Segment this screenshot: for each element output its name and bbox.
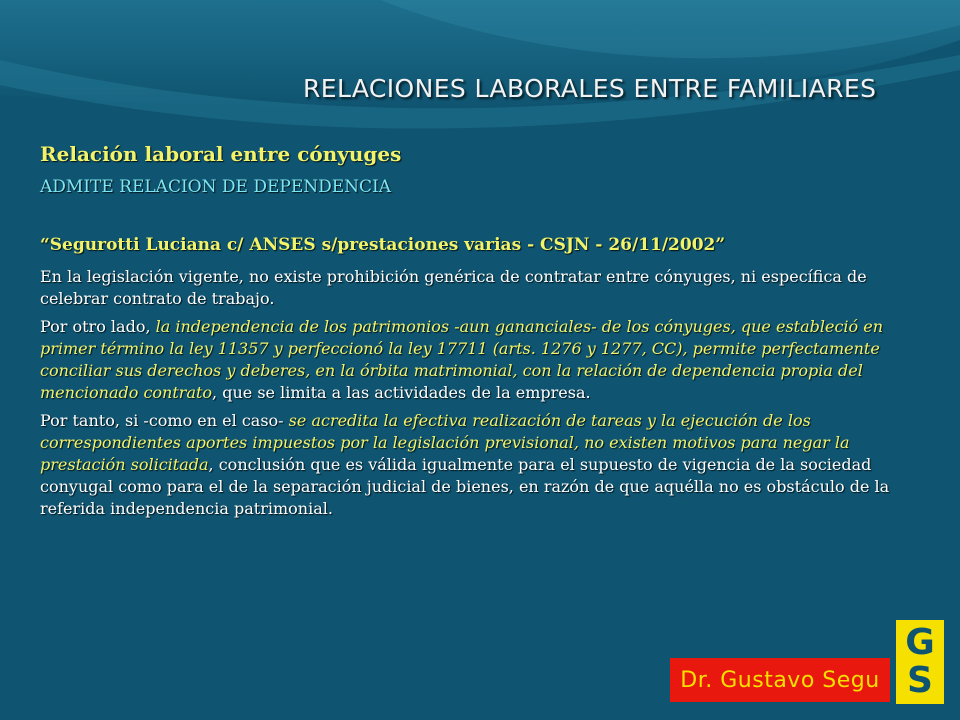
paragraph-3 (40, 410, 890, 520)
caps-line: ADMITE RELACION DE DEPENDENCIA (40, 177, 392, 197)
case-title: “Segurotti Luciana c/ ANSES s/prestaciones varias - CSJN - 26/11/2002” (40, 235, 726, 255)
paragraph-3-lead: Por tanto, si -como en el caso- (40, 411, 289, 430)
slide-body (40, 142, 890, 526)
gs-logo (896, 620, 944, 704)
signature-banner: Dr. Gustavo Segu (670, 658, 890, 702)
paragraph-2 (40, 316, 890, 404)
paragraph-2-tail: , que se limita a las actividades de la empresa. (212, 383, 591, 402)
logo-letter-g: G (905, 622, 935, 663)
paragraph-2-lead: Por otro lado, (40, 317, 156, 336)
slide-title: RELACIONES LABORALES ENTRE FAMILIARES (303, 74, 877, 103)
paragraph-1: En la legislación vigente, no existe prohibición genérica de contratar entre cónyuges, ni específica de celebrar contrato de trabajo. (40, 267, 867, 308)
paragraph-2-highlight: la independencia de los patrimonios -aun gananciales- de los cónyuges, que estableció en primer término la ley 11357 y perfeccionó la ley 17711 (arts. 1276 y 1277, CC), permite perfectamente conciliar sus derechos y deberes, en la órbita matrimonial, con la relación de dependencia propia del mencionado contrato (40, 317, 884, 402)
paragraph-3-tail: , conclusión que es válida igualmente para el supuesto de vigencia de la sociedad conyugal como para el de la separación judicial de bienes, en razón de que aquélla no es obstáculo de la referida independencia patrimonial. (40, 455, 890, 518)
logo-letter-s: S (907, 660, 933, 701)
paragraph-3-highlight: se acredita la efectiva realización de tareas y la ejecución de los correspondientes aportes impuestos por la legislación previsional, no existen motivos para negar la prestación solicitada (40, 411, 850, 474)
section-subtitle: Relación laboral entre cónyuges (40, 142, 402, 166)
